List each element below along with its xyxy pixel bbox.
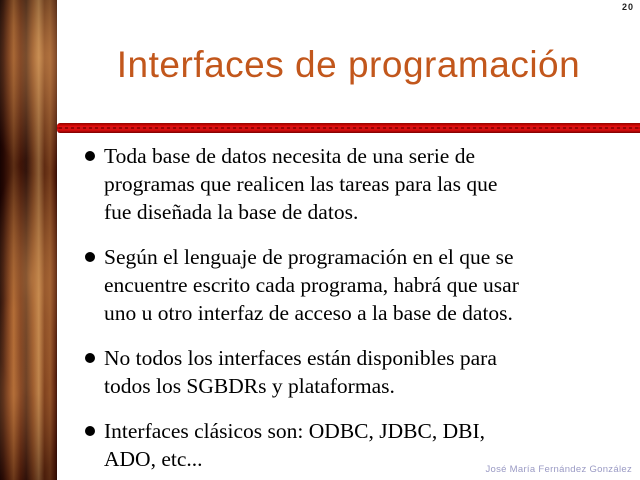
bullet-text-line: Según el lenguaje de programación en el que se — [104, 245, 514, 269]
bullet-text-line: fue diseñada la base de datos. — [104, 200, 359, 224]
bullet-icon — [85, 151, 95, 161]
bullet-list — [57, 142, 640, 480]
slide-page-number: 20 — [621, 2, 634, 12]
bullet-text-line: Interfaces clásicos son: ODBC, JDBC, DBI, — [104, 419, 485, 443]
bullet-text-line: Toda base de datos necesita de una serie de — [104, 144, 476, 168]
bullet-icon — [85, 252, 95, 262]
bullet-icon — [85, 353, 95, 363]
bullet-text-line: uno u otro interfaz de acceso a la base de datos. — [104, 301, 513, 325]
list-item — [57, 344, 640, 400]
list-item — [57, 243, 640, 327]
red-divider-bar — [57, 123, 640, 133]
bullet-text-line: todos los SGBDRs y plataformas. — [104, 374, 395, 398]
bullet-text-line: programas que realicen las tareas para las que — [104, 172, 498, 196]
marbled-sidebar-decoration — [0, 0, 57, 480]
bullet-text-line: No todos los interfaces están disponibles para — [104, 346, 497, 370]
bullet-icon — [85, 426, 95, 436]
bullet-text-line: ADO, etc... — [104, 447, 203, 471]
bullet-text-line: encuentre escrito cada programa, habrá que usar — [104, 273, 519, 297]
author-credit: José María Fernández González — [485, 464, 632, 475]
slide-title: Interfaces de programación — [116, 44, 581, 85]
list-item — [57, 142, 640, 226]
